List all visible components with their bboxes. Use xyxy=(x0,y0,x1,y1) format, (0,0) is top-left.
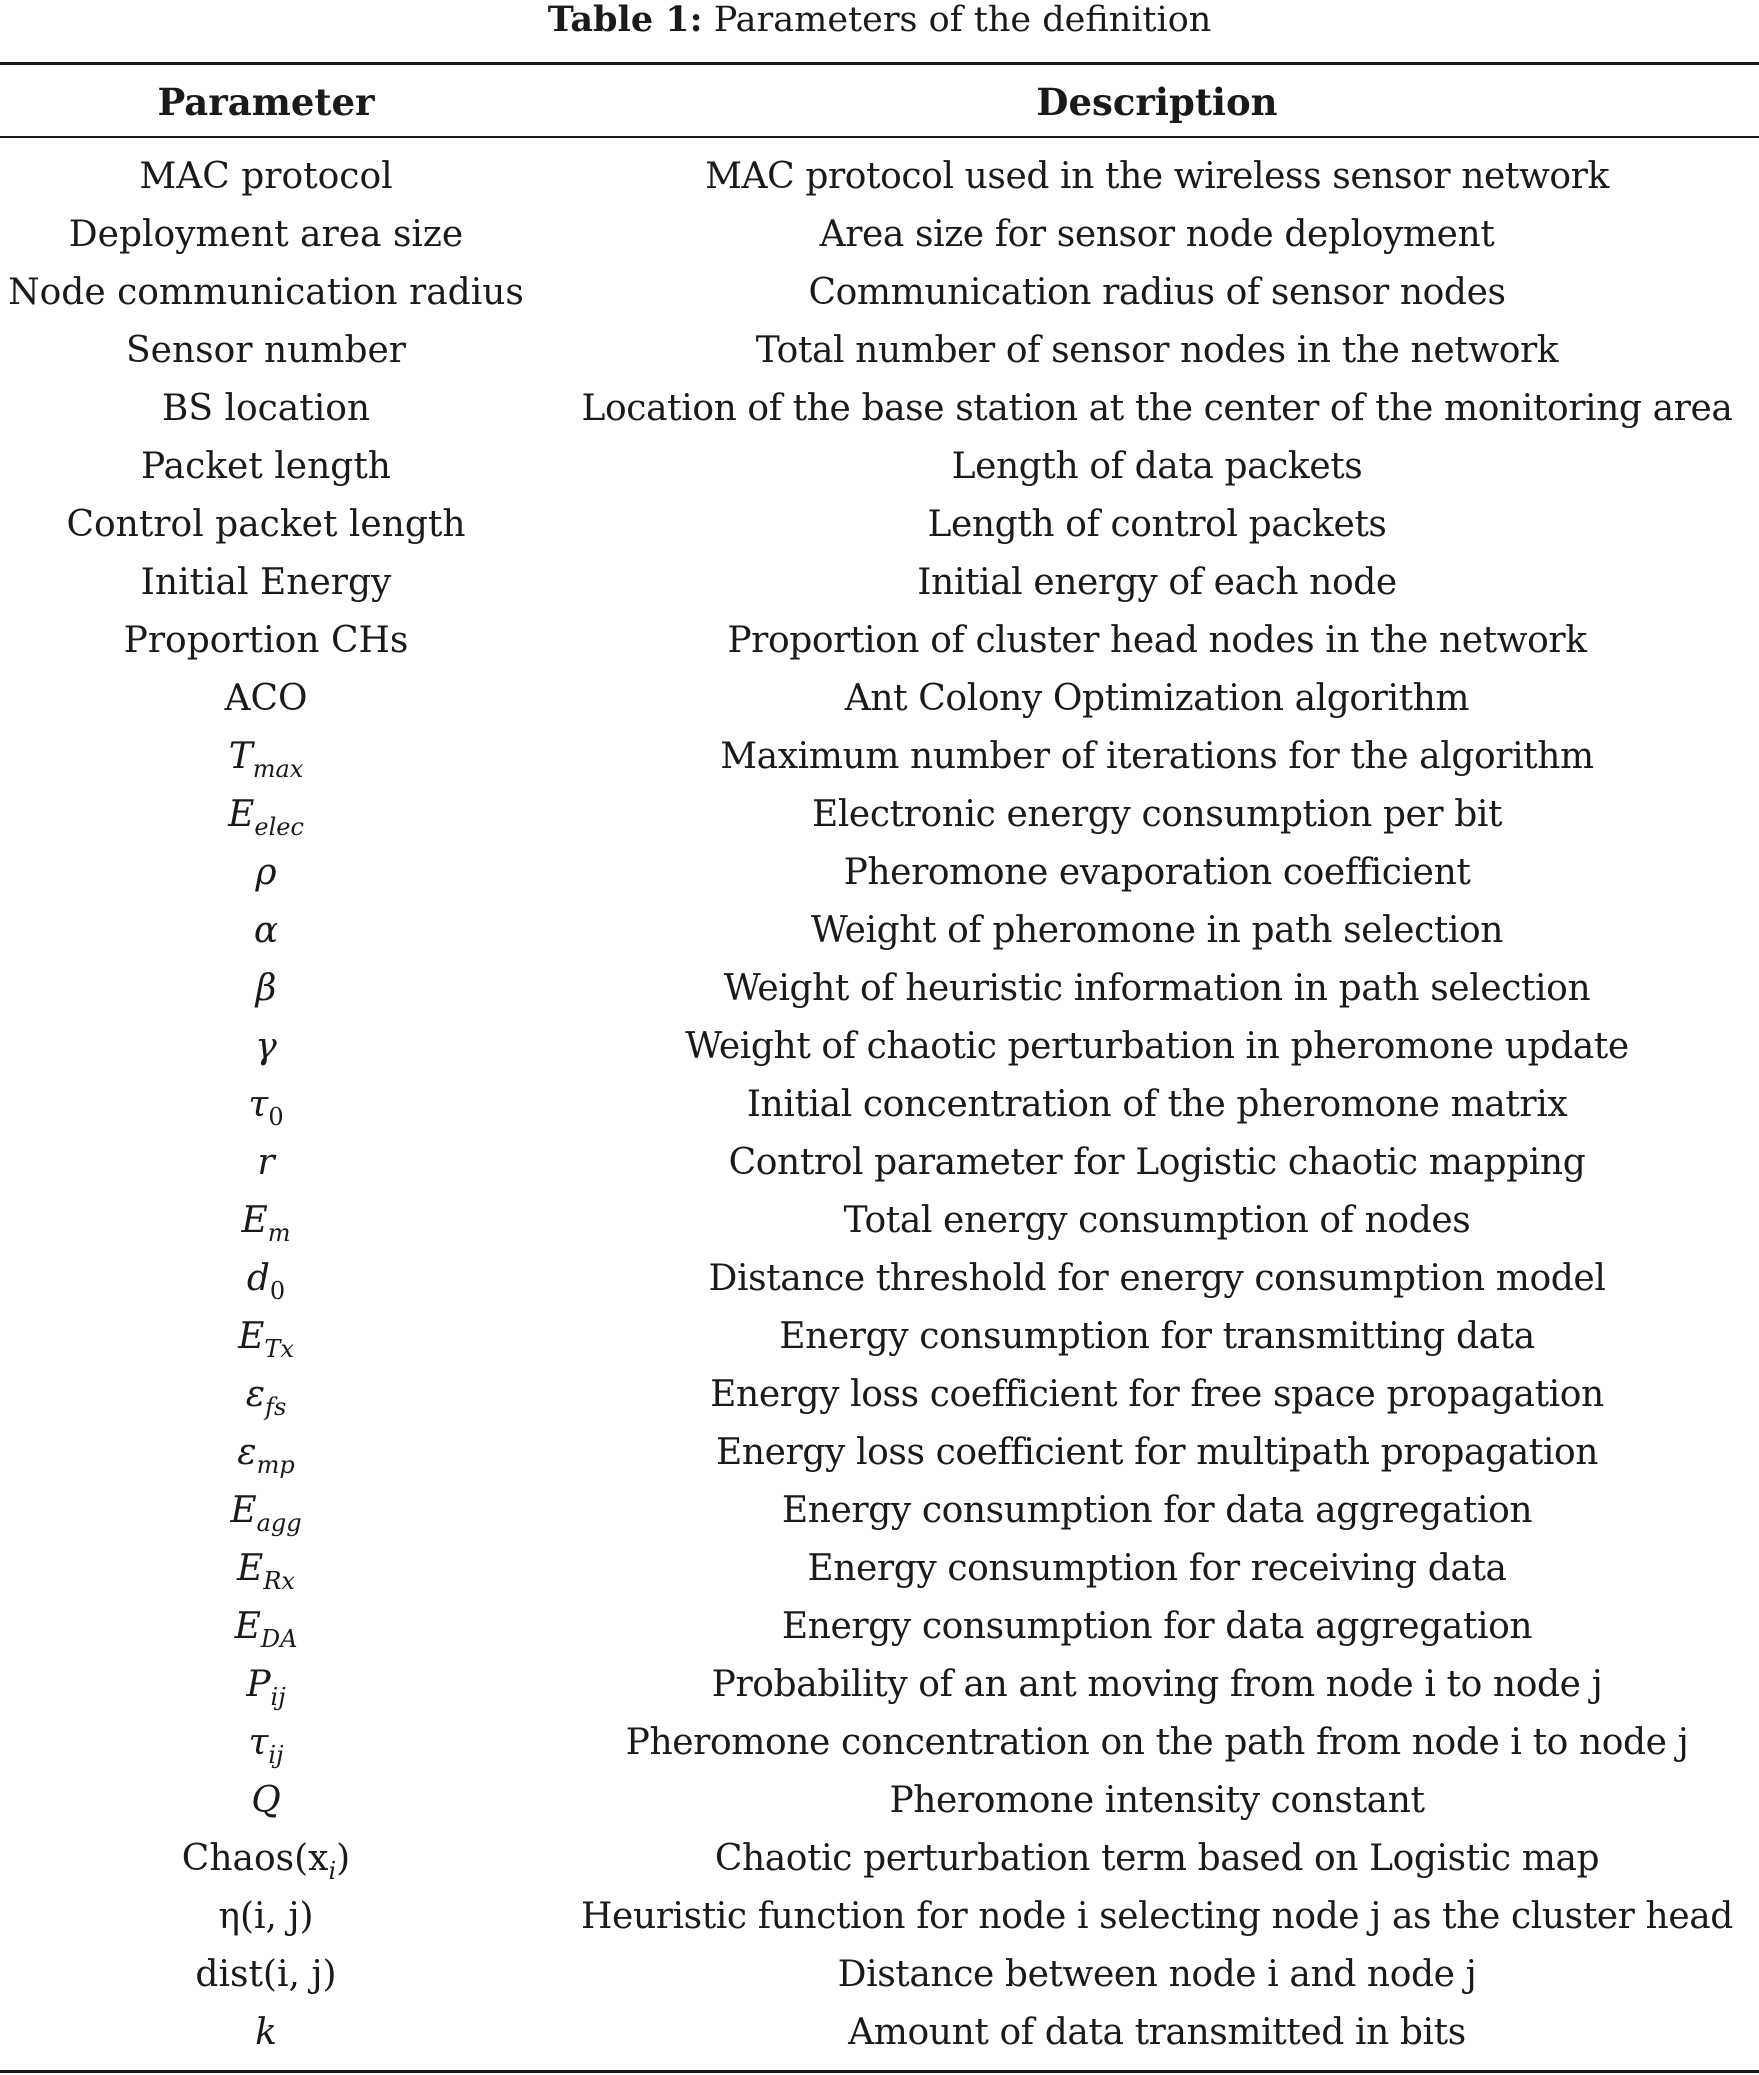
parameter-subscript: fs xyxy=(265,1393,287,1421)
description-cell: Weight of heuristic information in path selection xyxy=(723,968,1591,1009)
table-row xyxy=(0,554,1759,612)
parameter-symbol: d xyxy=(246,1258,270,1299)
table-row xyxy=(0,1424,1759,1482)
description-cell: Length of control packets xyxy=(927,504,1387,545)
parameter-symbol: α xyxy=(253,910,279,951)
description-cell: Initial energy of each node xyxy=(917,562,1397,603)
parameter-cell xyxy=(0,1366,532,1424)
table-header-row xyxy=(0,74,1759,130)
parameter-symbol: Initial Energy xyxy=(140,562,392,603)
parameter-subscript: mp xyxy=(256,1451,295,1479)
parameter-cell xyxy=(0,670,532,728)
parameter-symbol: ε xyxy=(237,1432,257,1473)
description-cell: Initial concentration of the pheromone matrix xyxy=(746,1084,1568,1125)
table-row xyxy=(0,728,1759,786)
parameter-cell xyxy=(0,554,532,612)
parameter-symbol: ACO xyxy=(224,678,308,719)
table-row xyxy=(0,1772,1759,1830)
parameter-cell xyxy=(0,2004,532,2062)
table-row xyxy=(0,2004,1759,2062)
table-row xyxy=(0,496,1759,554)
parameter-symbol: γ xyxy=(255,1026,277,1067)
table-bottom-rule xyxy=(0,2070,1759,2073)
description-cell: Control parameter for Logistic chaotic mapping xyxy=(728,1142,1586,1183)
parameter-symbol: ρ xyxy=(255,852,277,893)
parameter-cell xyxy=(0,612,532,670)
parameter-cell xyxy=(0,1482,532,1540)
parameter-cell xyxy=(0,1714,532,1772)
table-row xyxy=(0,1482,1759,1540)
description-cell: Energy loss coefficient for free space propagation xyxy=(710,1374,1604,1415)
table-row xyxy=(0,1076,1759,1134)
parameter-symbol: ε xyxy=(245,1374,266,1415)
description-cell: Pheromone evaporation coefficient xyxy=(843,852,1471,893)
table-row xyxy=(0,1366,1759,1424)
parameter-cell xyxy=(0,1598,532,1656)
table-row xyxy=(0,844,1759,902)
description-cell: Distance threshold for energy consumption model xyxy=(708,1258,1606,1299)
parameter-symbol: τ xyxy=(248,1722,269,1763)
parameter-subscript: 0 xyxy=(268,1103,284,1131)
description-cell: MAC protocol used in the wireless sensor network xyxy=(705,156,1609,197)
parameter-subscript: i xyxy=(328,1857,337,1885)
table-row xyxy=(0,1018,1759,1076)
description-cell: Energy loss coefficient for multipath propagation xyxy=(715,1432,1599,1473)
parameter-cell xyxy=(0,1192,532,1250)
parameter-symbol: β xyxy=(255,968,277,1009)
parameter-symbol: E xyxy=(228,794,255,835)
parameter-cell xyxy=(0,148,532,206)
description-cell: Electronic energy consumption per bit xyxy=(811,794,1503,835)
parameter-symbol: E xyxy=(238,1316,265,1357)
parameter-symbol: Deployment area size xyxy=(68,214,464,255)
table-caption xyxy=(0,0,1759,40)
description-cell: Weight of chaotic perturbation in pheromone update xyxy=(685,1026,1629,1067)
parameter-symbol: E xyxy=(237,1548,264,1589)
parameter-symbol: η(i, j) xyxy=(218,1896,314,1937)
parameter-cell xyxy=(0,438,532,496)
description-cell: Weight of pheromone in path selection xyxy=(810,910,1504,951)
parameter-subscript: Rx xyxy=(263,1567,295,1595)
parameter-symbol: E xyxy=(234,1606,261,1647)
parameter-cell xyxy=(0,902,532,960)
table-row xyxy=(0,902,1759,960)
parameter-symbol: Q xyxy=(251,1780,281,1821)
description-cell: Distance between node i and node j xyxy=(837,1954,1477,1995)
description-cell: Pheromone concentration on the path from node i to node j xyxy=(625,1722,1689,1763)
column-header-description: Description xyxy=(1036,80,1278,124)
parameter-cell xyxy=(0,1772,532,1830)
description-cell: Amount of data transmitted in bits xyxy=(848,2012,1466,2053)
description-cell: Energy consumption for transmitting data xyxy=(779,1316,1535,1357)
description-cell: Location of the base station at the center of the monitoring area xyxy=(581,388,1733,429)
parameter-symbol: BS location xyxy=(161,388,371,429)
parameter-subscript: ij xyxy=(268,1741,284,1769)
table-caption-label: Table 1: xyxy=(547,0,703,40)
table-row xyxy=(0,612,1759,670)
table-row xyxy=(0,264,1759,322)
description-cell: Total energy consumption of nodes xyxy=(843,1200,1471,1241)
description-cell: Probability of an ant moving from node i to node j xyxy=(711,1664,1603,1705)
description-cell: Pheromone intensity constant xyxy=(889,1780,1425,1821)
table-row xyxy=(0,1714,1759,1772)
description-cell: Chaotic perturbation term based on Logistic map xyxy=(714,1838,1600,1879)
parameter-cell xyxy=(0,1888,532,1946)
parameter-cell xyxy=(0,1656,532,1714)
description-cell: Area size for sensor node deployment xyxy=(819,214,1495,255)
table-row xyxy=(0,322,1759,380)
parameter-cell xyxy=(0,1540,532,1598)
parameter-symbol: E xyxy=(241,1200,268,1241)
parameter-cell xyxy=(0,496,532,554)
parameter-cell xyxy=(0,380,532,438)
parameter-cell xyxy=(0,206,532,264)
parameter-symbol: E xyxy=(230,1490,257,1531)
parameter-cell xyxy=(0,1018,532,1076)
parameter-cell xyxy=(0,1424,532,1482)
table-row xyxy=(0,380,1759,438)
parameter-subscript: Tx xyxy=(264,1335,294,1363)
table-row xyxy=(0,786,1759,844)
parameter-symbol: k xyxy=(255,2012,277,2053)
parameter-cell xyxy=(0,1308,532,1366)
table-row xyxy=(0,206,1759,264)
parameter-cell xyxy=(0,960,532,1018)
description-cell: Length of data packets xyxy=(951,446,1363,487)
table-row xyxy=(0,960,1759,1018)
table-row xyxy=(0,438,1759,496)
parameter-cell xyxy=(0,1830,532,1888)
parameter-cell xyxy=(0,1946,532,2004)
table-caption-title: Parameters of the definition xyxy=(713,0,1212,40)
table-row xyxy=(0,1540,1759,1598)
description-cell: Proportion of cluster head nodes in the network xyxy=(727,620,1587,661)
table-row xyxy=(0,1192,1759,1250)
table-row xyxy=(0,1598,1759,1656)
parameter-symbol: P xyxy=(246,1664,271,1705)
description-cell: Ant Colony Optimization algorithm xyxy=(844,678,1470,719)
table-row xyxy=(0,1656,1759,1714)
description-cell: Energy consumption for data aggregation xyxy=(781,1490,1533,1531)
parameter-symbol: Packet length xyxy=(141,446,391,487)
table-row xyxy=(0,1134,1759,1192)
parameter-symbol: Control packet length xyxy=(66,504,466,545)
description-cell: Energy consumption for data aggregation xyxy=(781,1606,1533,1647)
parameter-cell xyxy=(0,844,532,902)
parameter-subscript: agg xyxy=(256,1509,302,1537)
description-cell: Communication radius of sensor nodes xyxy=(808,272,1506,313)
parameter-symbol: r xyxy=(257,1142,275,1183)
parameter-symbol: Node communication radius xyxy=(8,272,524,313)
column-header-parameter: Parameter xyxy=(157,80,375,124)
parameter-symbol: Sensor number xyxy=(125,330,407,371)
table-top-rule xyxy=(0,62,1759,65)
parameter-symbol: τ xyxy=(248,1084,269,1125)
table-row xyxy=(0,1946,1759,2004)
description-cell: Heuristic function for node i selecting node j as the cluster head xyxy=(581,1896,1733,1937)
table-row xyxy=(0,1830,1759,1888)
parameter-symbol: MAC protocol xyxy=(139,156,393,197)
table-header-rule xyxy=(0,136,1759,138)
parameter-cell xyxy=(0,1250,532,1308)
parameter-symbol: dist(i, j) xyxy=(195,1954,337,1995)
parameter-cell xyxy=(0,264,532,322)
description-cell: Maximum number of iterations for the algorithm xyxy=(720,736,1594,777)
description-cell: Energy consumption for receiving data xyxy=(807,1548,1507,1589)
parameter-subscript: 0 xyxy=(269,1277,286,1305)
table-row xyxy=(0,1250,1759,1308)
parameter-cell xyxy=(0,1134,532,1192)
parameter-cell xyxy=(0,728,532,786)
parameter-subscript: elec xyxy=(254,813,304,841)
parameter-cell xyxy=(0,786,532,844)
parameter-symbol: Chaos(x xyxy=(181,1838,329,1879)
parameter-symbol: T xyxy=(228,736,253,777)
table-row xyxy=(0,148,1759,206)
table-row xyxy=(0,670,1759,728)
table-row xyxy=(0,1308,1759,1366)
description-cell: Total number of sensor nodes in the network xyxy=(755,330,1559,371)
parameter-suffix: ) xyxy=(336,1838,351,1879)
parameter-subscript: max xyxy=(252,755,304,783)
parameter-subscript: m xyxy=(267,1219,291,1247)
parameter-cell xyxy=(0,322,532,380)
table-row xyxy=(0,1888,1759,1946)
parameter-subscript: DA xyxy=(260,1625,298,1653)
parameter-subscript: ij xyxy=(270,1683,286,1711)
table-body xyxy=(0,148,1759,2063)
parameter-cell xyxy=(0,1076,532,1134)
parameter-symbol: Proportion CHs xyxy=(123,620,409,661)
